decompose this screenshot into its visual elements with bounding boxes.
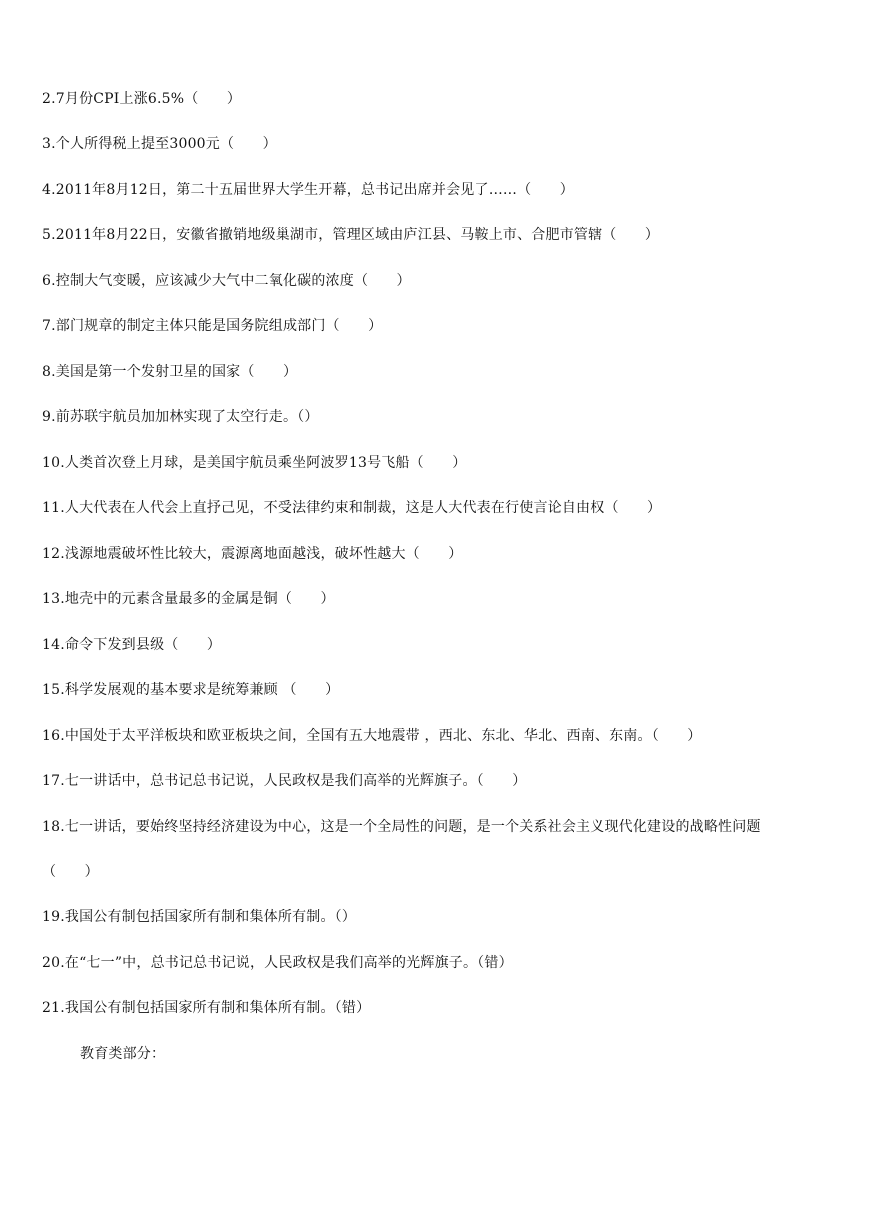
question-line-11: 11.人大代表在人代会上直抒己见，不受法律约束和制裁，这是人大代表在行使言论自由权（ ） xyxy=(42,500,662,516)
question-line-8: 8.美国是第一个发射卫星的国家（ ） xyxy=(42,364,298,380)
section-heading: 教育类部分： xyxy=(80,1046,166,1062)
question-line-14: 14.命令下发到县级（ ） xyxy=(42,637,222,653)
question-line-20: 20.在“七一”中，总书记总书记说，人民政权是我们高举的光辉旗子。（错） xyxy=(42,955,513,971)
question-line-13: 13.地壳中的元素含量最多的金属是铜（ ） xyxy=(42,591,335,607)
question-line-7: 7.部门规章的制定主体只能是国务院组成部门（ ） xyxy=(42,318,383,334)
question-line-17: 17.七一讲话中，总书记总书记说，人民政权是我们高举的光辉旗子。（ ） xyxy=(42,773,527,789)
question-line-18: 18.七一讲话，要始终坚持经济建设为中心，这是一个全局性的问题，是一个关系社会主义现代化建设的战略性问题 xyxy=(42,819,761,835)
question-line-10: 10.人类首次登上月球，是美国宇航员乘坐阿波罗13号飞船（ ） xyxy=(42,455,467,471)
question-line-5: 5.2011年8月22日，安徽省撤销地级巢湖市，管理区域由庐江县、马鞍上市、合肥市管辖（ ） xyxy=(42,227,660,243)
question-line-16: 16.中国处于太平洋板块和欧亚板块之间，全国有五大地震带 ，西北、东北、华北、西南、东南。（ ） xyxy=(42,728,702,744)
question-line-15: 15.科学发展观的基本要求是统筹兼顾 （ ） xyxy=(42,682,340,698)
question-line-12: 12.浅源地震破坏性比较大，震源离地面越浅，破坏性越大（ ） xyxy=(42,546,463,562)
question-line-9: 9.前苏联宇航员加加林实现了太空行走。（） xyxy=(42,409,319,425)
question-line-21: 21.我国公有制包括国家所有制和集体所有制。（错） xyxy=(42,1000,371,1016)
question-line-6: 6.控制大气变暖，应该减少大气中二氧化碳的浓度（ ） xyxy=(42,273,411,289)
question-line-2: 2.7月份CPI上涨6.5%（ ） xyxy=(42,91,242,107)
question-line-19: 19.我国公有制包括国家所有制和集体所有制。（） xyxy=(42,909,357,925)
question-line-4: 4.2011年8月12日，第二十五届世界大学生开幕，总书记出席并会见了……（ ） xyxy=(42,182,574,198)
question-line-18-continued: （ ） xyxy=(42,864,99,880)
question-line-3: 3.个人所得税上提至3000元（ ） xyxy=(42,136,277,152)
